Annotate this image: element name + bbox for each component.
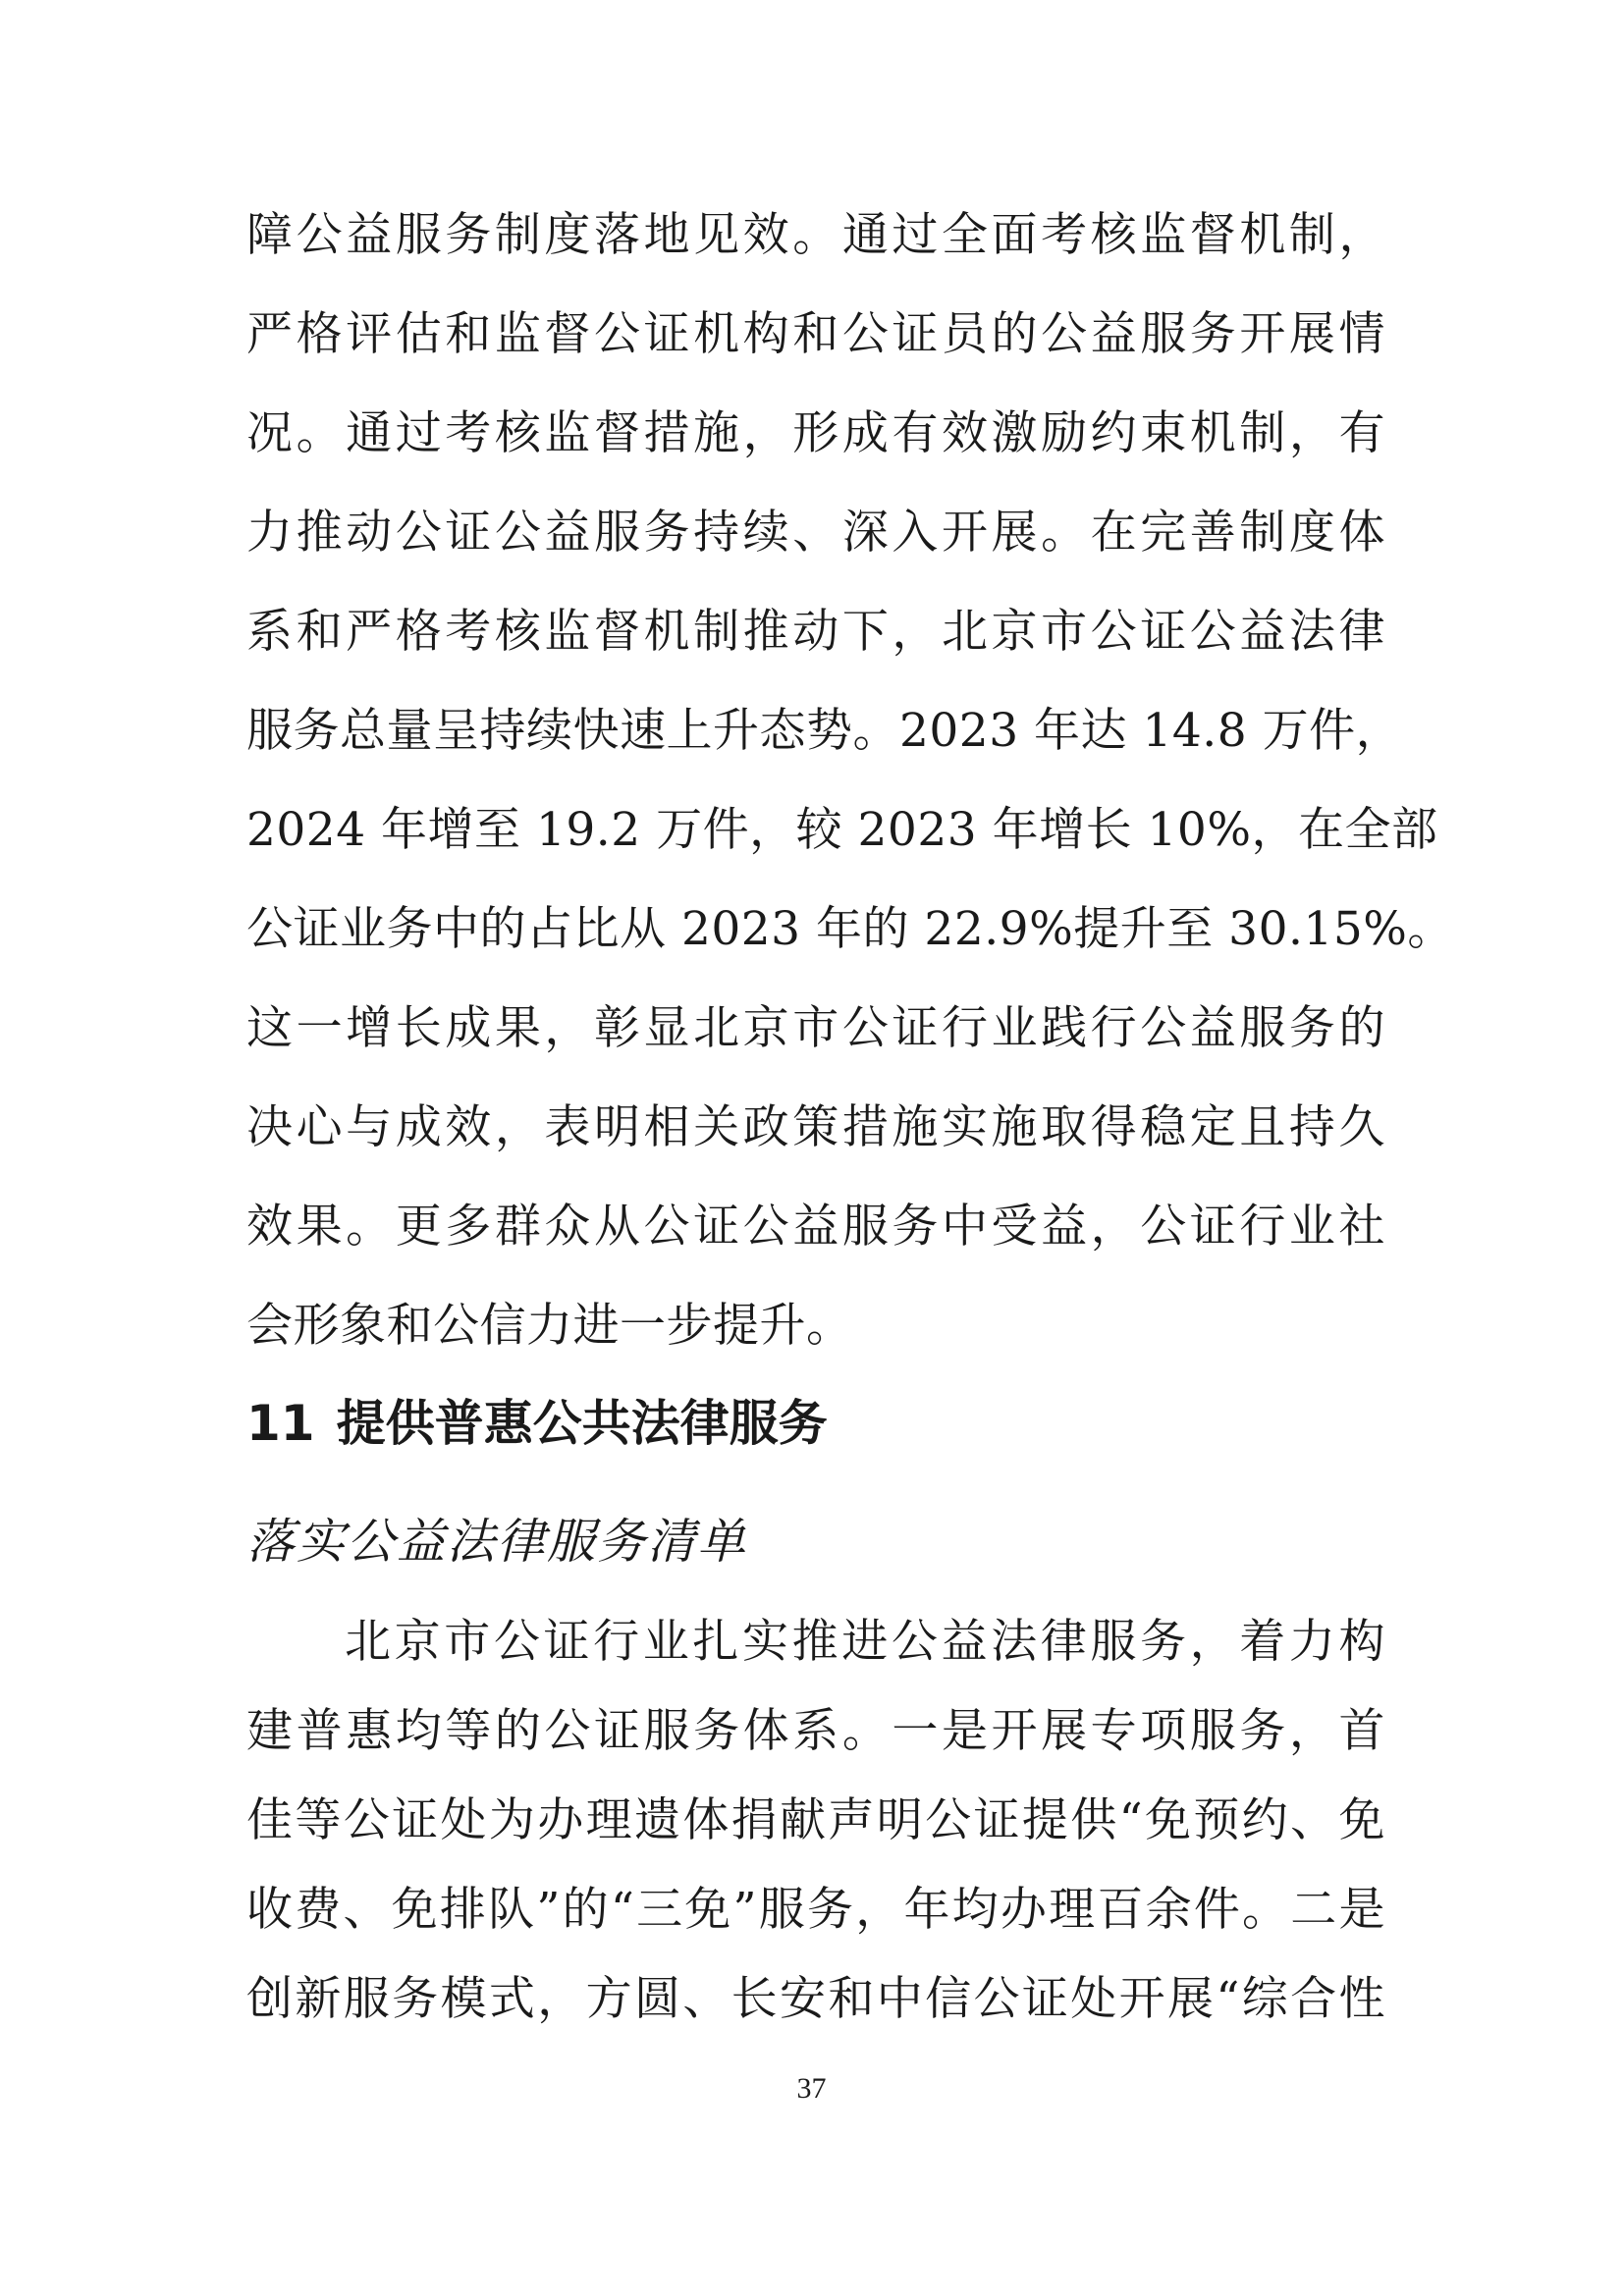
text-line: 力推动公证公益服务持续、深入开展。在完善制度体 [246,506,1385,560]
text-line: 决心与成效，表明相关政策措施实施取得稳定且持久 [246,1100,1385,1154]
text-line: 建普惠均等的公证服务体系。一是开展专项服务，首 [246,1704,1385,1758]
text-line: 况。通过考核监督措施，形成有效激励约束机制，有 [246,406,1385,460]
text-line: 北京市公证行业扎实推进公益法律服务，着力构 [345,1615,1385,1669]
text-line: 效果。更多群众从公证公益服务中受益，公证行业社 [246,1200,1385,1254]
text-line: 2024 年增至 19.2 万件，较 2023 年增长 10%，在全部 [246,803,1438,857]
text-line: 公证业务中的占比从 2023 年的 22.9%提升至 30.15%。 [246,902,1454,956]
text-line: 会形象和公信力进一步提升。 [246,1299,853,1353]
text-line: 创新服务模式，方圆、长安和中信公证处开展“综合性 [246,1972,1385,2026]
text-line: 佳等公证处为办理遗体捐献声明公证提供“免预约、免 [246,1793,1385,1847]
section-title: 提供普惠公共法律服务 [336,1395,828,1452]
subsection-heading: 落实公益法律服务清单 [246,1514,748,1570]
text-line: 系和严格考核监督机制推动下，北京市公证公益法律 [246,605,1385,659]
text-line: 收费、免排队”的“三免”服务，年均办理百余件。二是 [246,1883,1385,1937]
page-number: 37 [796,2072,827,2105]
text-line: 障公益服务制度落地见效。通过全面考核监督机制， [246,208,1385,262]
text-line: 严格评估和监督公证机构和公证员的公益服务开展情 [246,307,1385,361]
text-line: 服务总量呈持续快速上升态势。2023 年达 14.8 万件， [246,704,1403,758]
section-heading [246,1392,828,1455]
section-number: 11 [246,1395,315,1452]
text-line: 这一增长成果，彰显北京市公证行业践行公益服务的 [246,1001,1385,1055]
